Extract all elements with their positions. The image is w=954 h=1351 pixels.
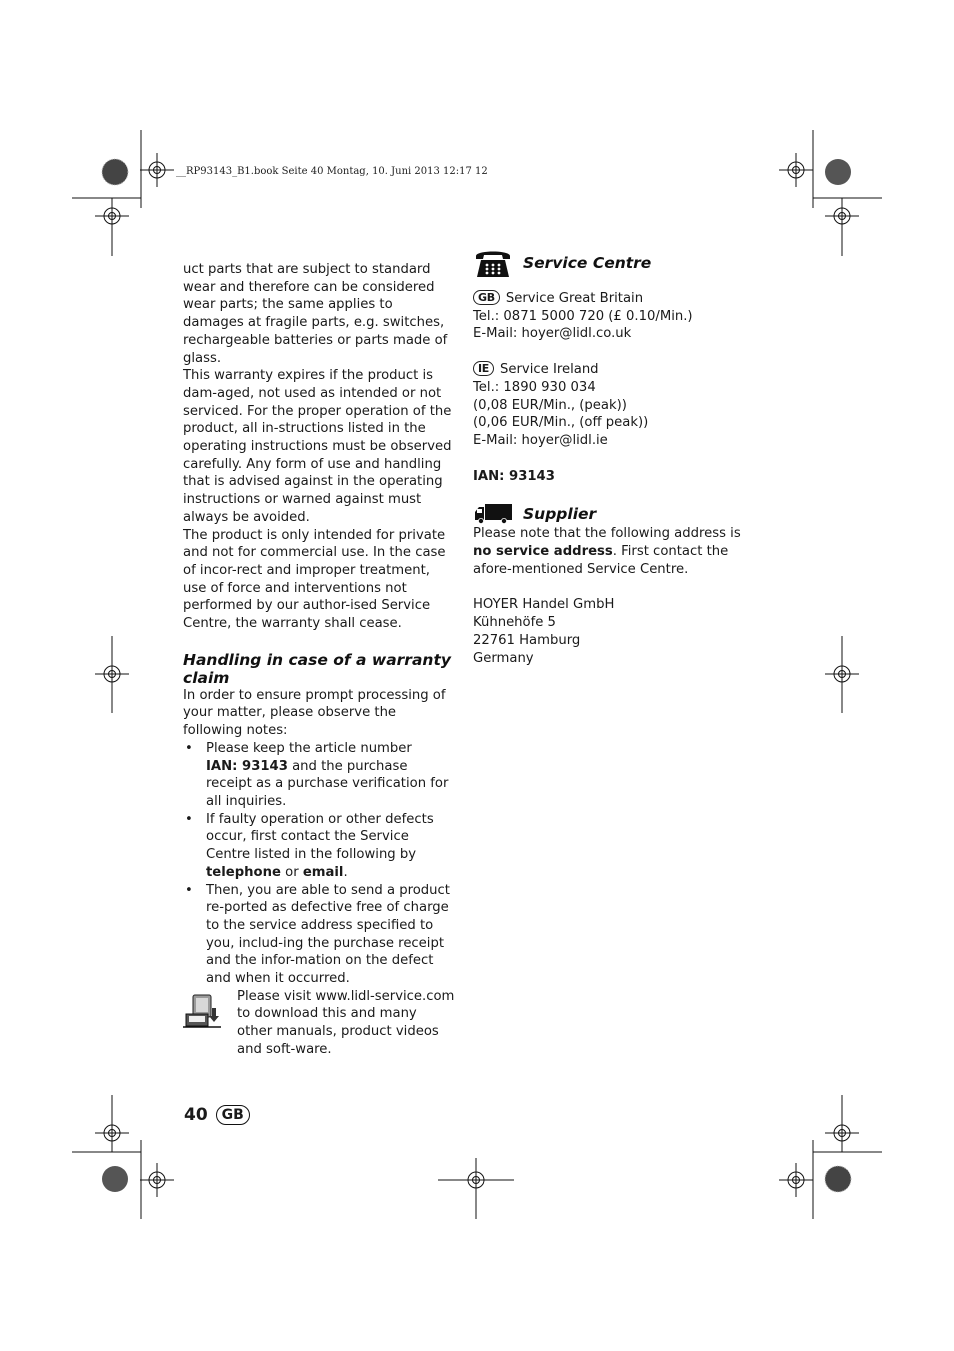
warranty-paragraph-3: The product is only intended for private and not for commercial use. In the case of incor-rect and improper treatment, use of force and interventions not performed by our author-ised Service Centre, the warranty shall cease. [183, 527, 446, 632]
warranty-claim-list [183, 740, 455, 988]
service-ie-email: E-Mail: hoyer@lidl.ie [473, 432, 608, 448]
supplier-address-line-4: Germany [473, 650, 534, 666]
gb-badge: GB [473, 290, 500, 305]
download-tip [183, 988, 455, 1059]
supplier-address-line-3: 22761 Hamburg [473, 632, 581, 648]
page-footer [184, 1105, 250, 1125]
supplier-heading: Supplier [523, 505, 597, 524]
list-item: • Please keep the article number IAN: 93143 and the purchase receipt as a purchase verification for all inquiries. [183, 740, 455, 811]
page-number: 40 [184, 1105, 208, 1125]
print-slug: __RP93143_B1.book Seite 40 Montag, 10. Juni 2013 12:17 12 [176, 166, 488, 177]
warranty-paragraph-1: uct parts that are subject to standard wear and therefore can be considered wear parts; the same applies to damages at fragile parts, e.g. switches, rechargeable batteries or parts made of glass. [183, 262, 448, 366]
service-ie-offpeak: (0,06 EUR/Min., (off peak)) [473, 415, 649, 431]
service-gb-email: E-Mail: hoyer@lidl.co.uk [473, 326, 632, 342]
language-badge: GB [216, 1105, 250, 1125]
list-item: • If faulty operation or other defects occur, first contact the Service Centre listed in the following by telephone or email. [183, 811, 455, 882]
supplier-address-line-1: HOYER Handel GmbH [473, 597, 615, 613]
list-item: • Then, you are able to send a product re-ported as defective free of charge to the service address specified to you, includ-ing the purchase receipt and the infor-mation on the defect and when it occurred. [183, 882, 455, 988]
ie-badge: IE [473, 361, 494, 376]
supplier-address-line-2: Kühnehöfe 5 [473, 615, 556, 631]
supplier-note: Please note that the following address is no service address. First contact the afore-mentioned Service Centre. [473, 526, 741, 577]
ian-number: IAN: 93143 [473, 468, 555, 484]
warranty-claim-lead: In order to ensure prompt processing of your matter, please observe the following notes: [183, 687, 446, 739]
service-ie-peak: (0,08 EUR/Min., (peak)) [473, 397, 627, 413]
service-centre-heading: Service Centre [523, 254, 652, 272]
service-gb-tel: Tel.: 0871 5000 720 (£ 0.10/Min.) [473, 308, 693, 324]
service-ie-title: Service Ireland [500, 362, 599, 378]
right-column [473, 246, 763, 667]
warranty-paragraph-2: This warranty expires if the product is dam-aged, not used as intended or not serviced. For the proper operation of the product, all in-structions listed in the operating instructions must be observed carefully. Any form of use and handling that is advised against in the operating instructions or warned against must always be avoided. [183, 368, 452, 525]
warranty-claim-heading: Handling in case of a warranty claim [183, 650, 451, 687]
truck-icon [473, 504, 513, 524]
computer-download-icon [183, 994, 223, 1028]
tip-text: Please visit www.lidl-service.com to download this and many other manuals, product videos and soft-ware. [237, 988, 455, 1057]
telephone-icon [473, 247, 513, 279]
left-column [183, 261, 455, 1059]
service-gb-title: Service Great Britain [505, 291, 644, 306]
service-ie-tel: Tel.: 1890 930 034 [473, 379, 596, 395]
